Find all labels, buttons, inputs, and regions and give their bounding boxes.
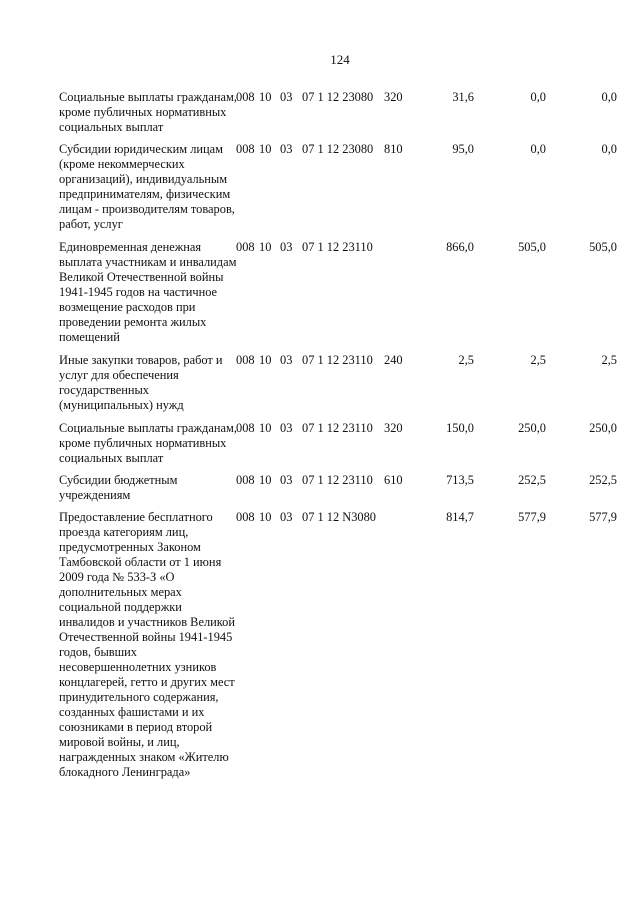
page-number: 124 xyxy=(330,52,350,67)
amount-col-3: 250,0 xyxy=(589,421,617,435)
amount-col-2: 505,0 xyxy=(518,240,546,254)
amount-col-1: 814,7 xyxy=(446,510,474,524)
amount-col-3: 252,5 xyxy=(589,473,617,487)
section-code: 10 xyxy=(259,353,272,367)
row-name: Субсидии бюджетным учреждениям xyxy=(59,473,178,502)
amount-col-3: 577,9 xyxy=(589,510,617,524)
amount-col-3: 505,0 xyxy=(589,240,617,254)
ministry-code: 008 xyxy=(236,142,255,156)
ministry-code: 008 xyxy=(236,473,255,487)
amount-col-3: 0,0 xyxy=(601,142,617,156)
row-name: Социальные выплаты гражданам, кроме публичных нормативных социальных выплат xyxy=(59,421,237,465)
subsection-code: 03 xyxy=(280,142,293,156)
amount-col-2: 0,0 xyxy=(530,90,546,104)
amount-col-1: 713,5 xyxy=(446,473,474,487)
section-code: 10 xyxy=(259,510,272,524)
amount-col-1: 31,6 xyxy=(452,90,474,104)
amount-col-2: 250,0 xyxy=(518,421,546,435)
budget-table xyxy=(0,90,640,780)
ministry-code: 008 xyxy=(236,421,255,435)
target-code: 07 1 12 23110 xyxy=(302,473,373,487)
subsection-code: 03 xyxy=(280,510,293,524)
subsection-code: 03 xyxy=(280,353,293,367)
ministry-code: 008 xyxy=(236,240,255,254)
expense-type-code: 320 xyxy=(384,421,403,435)
amount-col-1: 150,0 xyxy=(446,421,474,435)
section-code: 10 xyxy=(259,90,272,104)
amount-col-1: 866,0 xyxy=(446,240,474,254)
table-row xyxy=(0,473,640,503)
subsection-code: 03 xyxy=(280,240,293,254)
ministry-code: 008 xyxy=(236,90,255,104)
expense-type-code: 810 xyxy=(384,142,403,156)
target-code: 07 1 12 23110 xyxy=(302,240,373,254)
section-code: 10 xyxy=(259,421,272,435)
table-row xyxy=(0,353,640,413)
amount-col-2: 0,0 xyxy=(530,142,546,156)
table-row xyxy=(0,421,640,466)
target-code: 07 1 12 23110 xyxy=(302,353,373,367)
expense-type-code: 610 xyxy=(384,473,403,487)
table-row xyxy=(0,142,640,232)
target-code: 07 1 12 23080 xyxy=(302,90,374,104)
amount-col-1: 2,5 xyxy=(458,353,474,367)
subsection-code: 03 xyxy=(280,473,293,487)
table-row xyxy=(0,240,640,345)
ministry-code: 008 xyxy=(236,510,255,524)
row-name: Субсидии юридическим лицам (кроме некоммерческих организаций), индивидуальным предпринимателям, физическим лицам - производителям товаров, работ, услуг xyxy=(59,142,235,231)
amount-col-2: 2,5 xyxy=(530,353,546,367)
amount-col-2: 577,9 xyxy=(518,510,546,524)
expense-type-code: 240 xyxy=(384,353,403,367)
section-code: 10 xyxy=(259,473,272,487)
amount-col-1: 95,0 xyxy=(452,142,474,156)
section-code: 10 xyxy=(259,142,272,156)
row-name: Предоставление бесплатного проезда категориям лиц, предусмотренных Законом Тамбовской области от 1 июня 2009 года № 533-З «О дополнительных мерах социальной поддержки инвалидов и участников Великой Отечественной войны 1941-1945 годов, бывших несовершеннолетних узников концлагерей, гетто и других мест принудительного содержания, созданных фашистами и их союзниками в период второй мировой войны, и лиц, награжденных знаком «Жителю блокадного Ленинграда» xyxy=(59,510,235,779)
table-row xyxy=(0,510,640,780)
subsection-code: 03 xyxy=(280,90,293,104)
subsection-code: 03 xyxy=(280,421,293,435)
row-name: Социальные выплаты гражданам, кроме публичных нормативных социальных выплат xyxy=(59,90,237,134)
expense-type-code: 320 xyxy=(384,90,403,104)
target-code: 07 1 12 23080 xyxy=(302,142,374,156)
row-name: Иные закупки товаров, работ и услуг для обеспечения государственных (муниципальных) нужд xyxy=(59,353,223,412)
amount-col-3: 0,0 xyxy=(601,90,617,104)
table-row xyxy=(0,90,640,135)
section-code: 10 xyxy=(259,240,272,254)
row-name: Единовременная денежная выплата участникам и инвалидам Великой Отечественной войны 1941-1945 годов на частичное возмещение расходов при проведении ремонта жилых помещений xyxy=(59,240,237,344)
amount-col-3: 2,5 xyxy=(601,353,617,367)
target-code: 07 1 12 23110 xyxy=(302,421,373,435)
ministry-code: 008 xyxy=(236,353,255,367)
target-code: 07 1 12 N3080 xyxy=(302,510,376,524)
amount-col-2: 252,5 xyxy=(518,473,546,487)
